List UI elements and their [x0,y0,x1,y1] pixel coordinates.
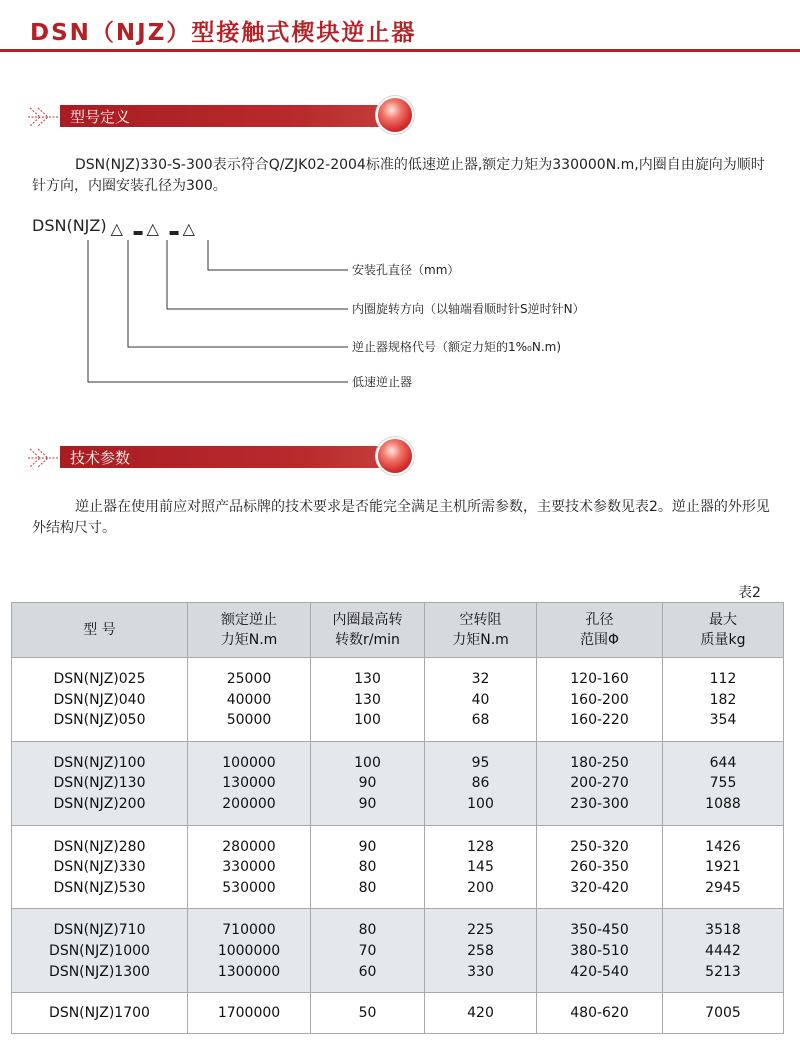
table-cell [663,909,784,993]
table-cell [537,909,663,993]
table-cell [311,658,425,742]
table-header-cell [188,603,311,658]
table-cell-value: 755 [709,775,737,792]
table-cell [12,658,188,742]
table-cell-value: DSN(NJZ)025 [53,671,146,687]
section-band [60,446,406,468]
table-cell-value: 2945 [705,879,741,896]
table-cell-value: 100 [467,795,494,812]
table-cell [663,825,784,909]
table-cell-value: 280000 [222,838,276,855]
model-code-diagram [0,0,800,400]
table-cell-value: 200 [467,879,494,896]
table-cell-value: 530000 [222,879,276,896]
table-cell-value: 1921 [705,859,741,876]
table-header-cell [537,603,663,658]
code-slot-3: △ [182,219,195,238]
table-cell-value: 1700000 [217,1005,281,1022]
table-header-line: 质量kg [700,632,746,648]
table-cell [188,993,311,1034]
table-cell [12,741,188,825]
table-header-line: 最大 [709,612,737,628]
table-cell-value: DSN(NJZ)710 [53,922,146,939]
table-row-group [12,993,784,1034]
table-cell-value: 420-540 [570,963,629,980]
table-cell-value: DSN(NJZ)330 [53,859,146,876]
table-cell-value: 90 [358,775,377,792]
code-slot-2: △ [146,219,159,238]
table-cell-value: 1088 [705,795,741,812]
table-cell-value: DSN(NJZ)280 [53,838,146,855]
table-cell-value: 320-420 [570,879,629,896]
table-header-line: 孔径 [585,612,614,628]
code-slot-1: △ [110,219,123,238]
table-cell-value: 40 [471,691,490,708]
page-title: DSN（NJZ）型接触式楔块逆止器 [30,20,417,46]
table-cell [188,658,311,742]
table-cell-value: 120-160 [570,671,629,687]
table-header-cell [663,603,784,658]
table-cell [425,993,537,1034]
table-cell-value: DSN(NJZ)1700 [49,1005,150,1022]
table-cell [311,909,425,993]
table-cell-value: 95 [471,754,490,771]
table-cell-value: 32 [471,671,490,687]
table-header-cell [425,603,537,658]
params-paragraph: 逆止器在使用前应对照产品标牌的技术要求是否能完全满足主机所需参数，主要技术参数见表2。逆止器的外形见外结构尺寸。 [32,499,770,536]
leader-line-bore [208,240,348,270]
table-cell-value: DSN(NJZ)530 [53,879,146,896]
spec-table [11,602,784,1034]
table-cell-value: 250-320 [570,838,629,855]
table-cell [188,909,311,993]
table-cell-value: 90 [358,838,377,855]
table-cell-value: 160-200 [570,691,629,708]
table-cell [425,741,537,825]
section-ball-ornament [378,439,412,473]
table-cell-value: 200000 [222,795,276,812]
table-cell-value: 80 [358,859,377,876]
section-heading: 技术参数 [70,449,131,467]
table-cell-value: 90 [358,795,377,812]
table-cell [311,741,425,825]
table-header-cell [12,603,188,658]
code-dash-2 [170,231,179,235]
table-cell-value: 200-270 [570,775,629,792]
double-chevron-icon [28,446,58,470]
table-cell [12,825,188,909]
table-cell-value: 330 [467,963,494,980]
table-row-group [12,741,784,825]
table-header-line: 空转阻 [459,612,502,628]
table-cell-value: 86 [471,775,490,792]
table-cell-value: 50 [358,1005,377,1022]
table-cell [425,825,537,909]
table-cell-value: 230-300 [570,795,629,812]
legend-spec-code: 逆止器规格代号（额定力矩的1%₀N.m) [352,340,562,354]
section-heading: 型号定义 [70,108,131,126]
table-cell [188,825,311,909]
model-code-prefix: DSN(NJZ) [32,216,107,235]
table-cell-value: 350-450 [570,922,629,939]
table-header-line: 内圈最高转 [332,612,403,628]
table-header-cell [311,603,425,658]
table-row-group [12,909,784,993]
table-cell [537,658,663,742]
table-cell-value: 128 [467,838,494,855]
table-cell-value: 130 [354,671,381,687]
table-cell-value: DSN(NJZ)040 [53,691,146,708]
table-cell-value: 25000 [226,671,272,687]
table-cell-value: 130 [354,691,381,708]
table-cell [663,658,784,742]
table-cell [311,825,425,909]
table-cell-value: 60 [358,963,377,980]
table-cell-value: 182 [709,691,737,708]
table-cell-value: 330000 [222,859,276,876]
table-cell-value: 100000 [222,754,276,771]
table-cell-value: DSN(NJZ)100 [53,754,146,771]
table-cell-value: DSN(NJZ)050 [53,712,146,729]
table-header-line: 范围Φ [579,632,620,648]
table-header-line: 转数r/min [335,632,400,648]
table-cell [425,658,537,742]
table-cell-value: 4442 [705,942,741,959]
table-cell-value: 5213 [705,963,741,980]
leader-line-spec [128,240,348,347]
table-cell-value: 258 [467,942,494,959]
table-cell-value: 225 [467,922,494,939]
table-cell-value: 145 [467,859,494,876]
table-cell-value: 130000 [222,775,276,792]
code-dash-1 [134,231,143,235]
table-cell-value: 1426 [705,838,741,855]
table-cell-value: 1300000 [217,963,281,980]
table-cell-value: 70 [358,942,377,959]
leader-line-rotation [167,240,348,309]
table-cell-value: 3518 [705,922,741,939]
table-cell [537,993,663,1034]
table-cell-value: 68 [471,712,490,729]
table-cell [663,741,784,825]
table-header-line: 型 号 [83,622,116,638]
table-header-line: 额定逆止 [221,612,277,628]
definition-paragraph: DSN(NJZ)330-S-300表示符合Q/ZJK02-2004标准的低速逆止器,额定力矩为330000N.m,内圈自由旋向为顺时针方向，内圈安装孔径为300。 [32,157,765,194]
table-cell-value: 180-250 [570,754,629,771]
table-cell-value: 260-350 [570,859,629,876]
table-header-line: 力矩N.m [452,632,509,648]
section-header-params [28,443,413,473]
table-cell-value: DSN(NJZ)200 [53,795,146,812]
table-cell-value: 40000 [226,691,272,708]
table-cell-value: 50000 [226,712,272,729]
table-cell [425,909,537,993]
table-caption: 表2 [738,585,761,601]
table-cell-value: DSN(NJZ)1000 [49,942,150,959]
table-cell-value: DSN(NJZ)130 [53,775,146,792]
table-cell-value: 1000000 [217,942,281,959]
table-cell-value: 7005 [705,1005,741,1022]
table-cell-value: 480-620 [570,1005,629,1022]
legend-bore-diameter: 安装孔直径（mm） [352,263,460,277]
table-cell-value: 710000 [222,922,276,939]
table-cell [12,909,188,993]
table-cell-value: 420 [467,1005,494,1022]
table-cell-value: 80 [358,922,377,939]
table-cell-value: 100 [354,712,381,729]
table-cell-value: 644 [709,754,737,771]
table-cell [188,741,311,825]
table-cell [663,993,784,1034]
table-cell-value: 160-220 [570,712,629,729]
table-cell [537,825,663,909]
legend-rotation-direction: 内圈旋转方向（以轴端看顺时针S逆时针N） [352,302,585,316]
table-header-line: 力矩N.m [220,632,278,648]
table-row-group [12,658,784,742]
table-cell-value: 354 [709,712,737,729]
table-cell-value: 80 [358,879,377,896]
table-cell [537,741,663,825]
table-cell [12,993,188,1034]
legend-low-speed: 低速逆止器 [352,375,413,389]
table-row-group [12,825,784,909]
leader-line-type [88,240,348,382]
table-cell [311,993,425,1034]
table-cell-value: 100 [354,754,381,771]
table-cell-value: DSN(NJZ)1300 [49,963,150,980]
table-cell-value: 112 [709,671,737,687]
table-header-row [12,603,784,658]
table-cell-value: 380-510 [570,942,629,959]
